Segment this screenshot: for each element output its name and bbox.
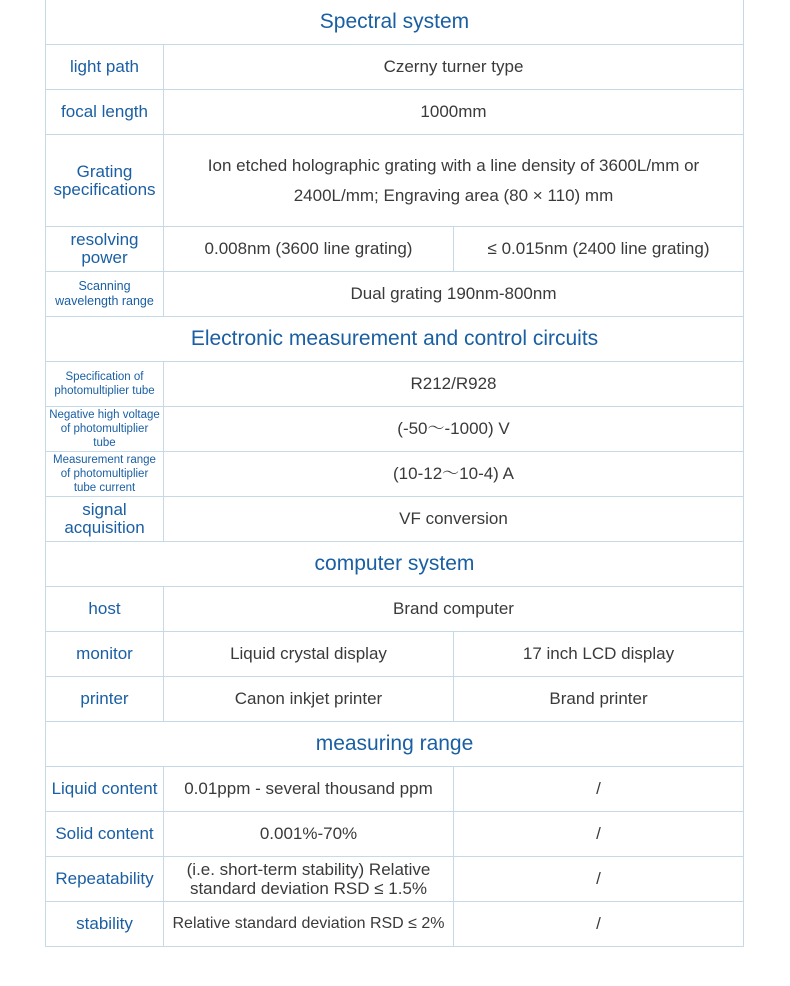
row-value: 0.01ppm - several thousand ppm xyxy=(164,767,454,812)
row-label: monitor xyxy=(46,632,164,677)
row-label: signal acquisition xyxy=(46,497,164,542)
row-label: resolving power xyxy=(46,227,164,272)
table-row xyxy=(46,452,744,497)
table-row xyxy=(46,45,744,90)
row-label: light path xyxy=(46,45,164,90)
section-title: Spectral system xyxy=(46,0,744,45)
table-row xyxy=(46,902,744,947)
table-row xyxy=(46,227,744,272)
row-value: / xyxy=(454,857,744,902)
section-title: computer system xyxy=(46,542,744,587)
row-value: 1000mm xyxy=(164,90,744,135)
row-value: 0.008nm (3600 line grating) xyxy=(164,227,454,272)
row-label: host xyxy=(46,587,164,632)
row-label: focal length xyxy=(46,90,164,135)
row-value: Relative standard deviation RSD ≤ 2% xyxy=(164,902,454,947)
table-row xyxy=(46,677,744,722)
spec-table xyxy=(45,0,744,947)
row-value: / xyxy=(454,902,744,947)
row-value: (-50～-1000) V xyxy=(164,407,744,452)
row-label: Solid content xyxy=(46,812,164,857)
table-row xyxy=(46,272,744,317)
table-row xyxy=(46,767,744,812)
row-label: stability xyxy=(46,902,164,947)
row-label: Repeatability xyxy=(46,857,164,902)
row-value: Canon inkjet printer xyxy=(164,677,454,722)
row-value: Liquid crystal display xyxy=(164,632,454,677)
row-label: Liquid content xyxy=(46,767,164,812)
row-value: 0.001%-70% xyxy=(164,812,454,857)
row-value: Czerny turner type xyxy=(164,45,744,90)
row-label: printer xyxy=(46,677,164,722)
row-value: ≤ 0.015nm (2400 line grating) xyxy=(454,227,744,272)
section-header-spectral-system xyxy=(46,0,744,45)
section-title: measuring range xyxy=(46,722,744,767)
row-value: VF conversion xyxy=(164,497,744,542)
row-value: R212/R928 xyxy=(164,362,744,407)
table-row xyxy=(46,135,744,227)
table-row xyxy=(46,90,744,135)
section-header-electronic xyxy=(46,317,744,362)
row-value: Brand printer xyxy=(454,677,744,722)
row-label: Scanning wavelength range xyxy=(46,272,164,317)
row-value: 17 inch LCD display xyxy=(454,632,744,677)
row-value: Dual grating 190nm-800nm xyxy=(164,272,744,317)
table-row xyxy=(46,812,744,857)
section-header-computer-system xyxy=(46,542,744,587)
row-label: Measurement range of photomultiplier tube current xyxy=(46,452,164,497)
row-value: Brand computer xyxy=(164,587,744,632)
row-value: / xyxy=(454,767,744,812)
table-row xyxy=(46,407,744,452)
table-row xyxy=(46,362,744,407)
table-row xyxy=(46,857,744,902)
row-value: Ion etched holographic grating with a line density of 3600L/mm or 2400L/mm; Engraving area (80 × 110) mm xyxy=(164,135,744,227)
row-value: (10-12～10-4) A xyxy=(164,452,744,497)
row-label: Specification of photomultiplier tube xyxy=(46,362,164,407)
table-row xyxy=(46,587,744,632)
section-header-measuring-range xyxy=(46,722,744,767)
section-title: Electronic measurement and control circuits xyxy=(46,317,744,362)
row-value: / xyxy=(454,812,744,857)
row-label: Grating specifications xyxy=(46,135,164,227)
row-value: (i.e. short-term stability) Relative standard deviation RSD ≤ 1.5% xyxy=(164,857,454,902)
table-row xyxy=(46,632,744,677)
row-label: Negative high voltage of photomultiplier tube xyxy=(46,407,164,452)
table-row xyxy=(46,497,744,542)
